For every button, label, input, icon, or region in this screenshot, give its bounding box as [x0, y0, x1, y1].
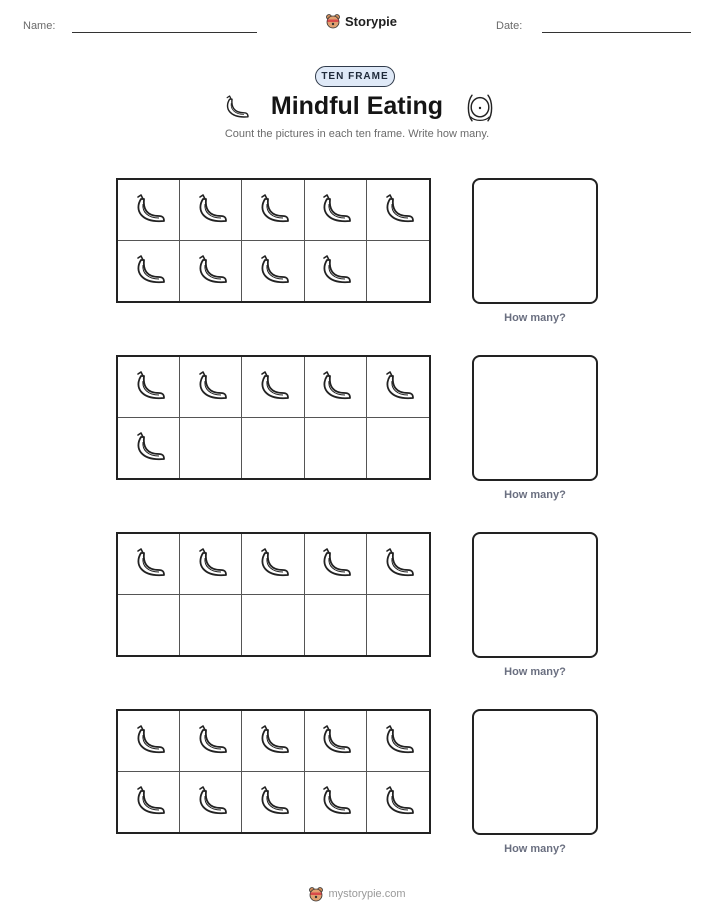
footer-url: mystorypie.com [328, 888, 406, 900]
banana-icon [191, 544, 231, 584]
date-line[interactable] [542, 32, 691, 33]
answer-box-3[interactable] [472, 532, 598, 658]
how-many-label-4: How many? [504, 843, 566, 855]
ten-frame-cell [180, 595, 242, 656]
ten-frame-cell [305, 711, 367, 772]
banana-icon [129, 190, 169, 230]
banana-icon [378, 782, 418, 822]
banana-icon [315, 544, 355, 584]
answer-box-2[interactable] [472, 355, 598, 481]
banana-icon [129, 782, 169, 822]
banana-icon [191, 190, 231, 230]
ten-frame-3 [116, 532, 431, 657]
banana-icon [129, 251, 169, 291]
how-many-label-3: How many? [504, 666, 566, 678]
ten-frame-cell [305, 418, 367, 479]
banana-icon [129, 544, 169, 584]
banana-icon [191, 782, 231, 822]
ten-frame-cell [242, 711, 304, 772]
ten-frame-cell [367, 180, 429, 241]
ten-frame-cell [242, 180, 304, 241]
banana-icon [253, 367, 293, 407]
name-line[interactable] [72, 32, 257, 33]
banana-icon [315, 367, 355, 407]
ten-frame-cell [242, 357, 304, 418]
ten-frame-cell [180, 534, 242, 595]
ten-frame-2 [116, 355, 431, 480]
ten-frame-cell [180, 241, 242, 302]
banana-icon [253, 251, 293, 291]
page-title: Mindful Eating [270, 92, 444, 120]
date-label: Date: [496, 20, 523, 32]
ten-frame-1 [116, 178, 431, 303]
banana-icon [378, 544, 418, 584]
belly-icon [464, 92, 496, 124]
ten-frame-cell [180, 772, 242, 833]
banana-icon [253, 721, 293, 761]
banana-icon [315, 190, 355, 230]
ten-frame-4 [116, 709, 431, 834]
banana-icon [315, 721, 355, 761]
ten-frame-cell [367, 418, 429, 479]
ten-frame-cell [118, 180, 180, 241]
ten-frame-cell [305, 534, 367, 595]
banana-icon [378, 190, 418, 230]
ten-frame-cell [118, 711, 180, 772]
footer [0, 886, 714, 902]
ten-frame-cell [305, 357, 367, 418]
ten-frame-cell [118, 357, 180, 418]
ten-frame-cell [305, 772, 367, 833]
banana-icon [191, 367, 231, 407]
ten-frame-cell [367, 241, 429, 302]
banana-icon [315, 251, 355, 291]
banana-icon [129, 367, 169, 407]
banana-icon [378, 367, 418, 407]
banana-icon [253, 544, 293, 584]
ten-frame-cell [242, 241, 304, 302]
ten-frame-cell [180, 711, 242, 772]
ten-frame-cell [367, 711, 429, 772]
ten-frame-cell [118, 241, 180, 302]
ten-frame-cell [242, 595, 304, 656]
ten-frame-cell [367, 534, 429, 595]
ten-frame-cell [242, 418, 304, 479]
banana-icon [191, 251, 231, 291]
ten-frame-cell [180, 418, 242, 479]
ten-frame-cell [242, 534, 304, 595]
ten-frame-cell [367, 772, 429, 833]
ten-frame-cell [118, 772, 180, 833]
bear-mascot-icon [308, 886, 324, 902]
ten-frame-cell [242, 772, 304, 833]
how-many-label-2: How many? [504, 489, 566, 501]
banana-icon [315, 782, 355, 822]
instructions: Count the pictures in each ten frame. Write how many. [224, 128, 490, 140]
name-label: Name: [23, 20, 56, 32]
banana-icon [129, 428, 169, 468]
bear-mascot-icon [325, 13, 341, 29]
ten-frame-cell [118, 595, 180, 656]
banana-icon [129, 721, 169, 761]
ten-frame-cell [180, 357, 242, 418]
ten-frame-cell [305, 241, 367, 302]
ten-frame-cell [305, 595, 367, 656]
ten-frame-cell [305, 180, 367, 241]
ten-frame-badge: TEN FRAME [315, 66, 395, 87]
brand-logo [325, 13, 397, 29]
banana-icon [253, 782, 293, 822]
answer-box-1[interactable] [472, 178, 598, 304]
banana-icon [191, 721, 231, 761]
brand-name: Storypie [345, 13, 398, 29]
banana-icon [253, 190, 293, 230]
ten-frame-cell [118, 534, 180, 595]
how-many-label-1: How many? [504, 312, 566, 324]
banana-icon [378, 721, 418, 761]
answer-box-4[interactable] [472, 709, 598, 835]
ten-frame-cell [118, 418, 180, 479]
ten-frame-cell [367, 595, 429, 656]
ten-frame-cell [180, 180, 242, 241]
ten-frame-cell [367, 357, 429, 418]
